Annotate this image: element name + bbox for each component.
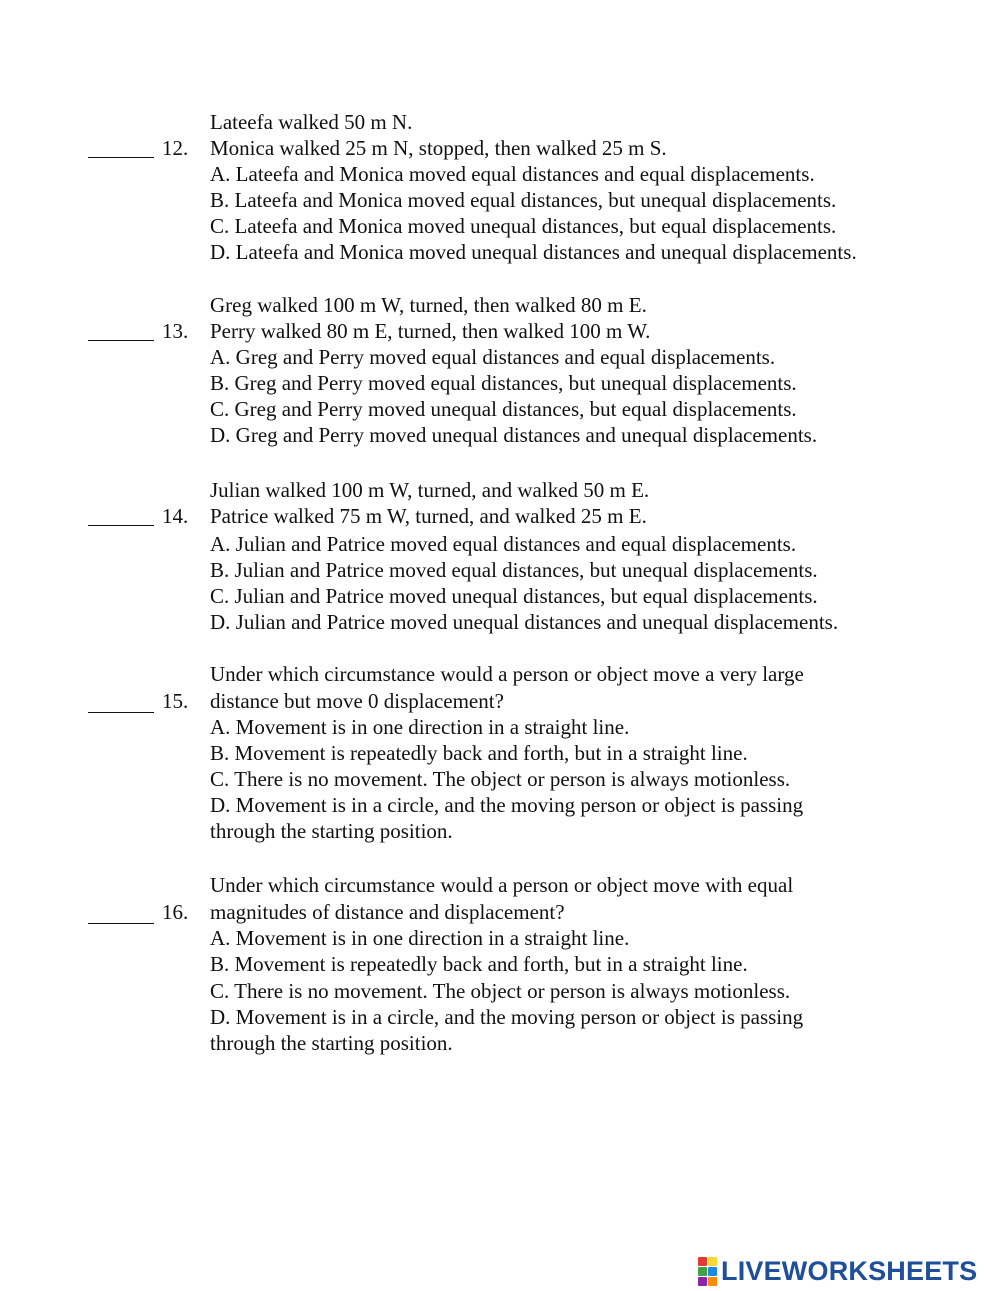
question-16-option-d: D. Movement is in a circle, and the moving person or object is passing xyxy=(210,1005,804,1029)
logo-block xyxy=(708,1277,717,1286)
question-15-line-2: distance but move 0 displacement? xyxy=(210,689,504,713)
answer-blank-13[interactable] xyxy=(88,340,154,341)
question-13-line-1: Greg walked 100 m W, turned, then walked 80 m E. xyxy=(210,293,647,317)
question-number-15: 15. xyxy=(162,689,189,713)
question-13-option-d: D. Greg and Perry moved unequal distances and unequal displacements. xyxy=(210,423,818,447)
question-14-line-2: Patrice walked 75 m W, turned, and walked 25 m E. xyxy=(210,504,647,528)
question-number-16: 16. xyxy=(162,900,189,924)
question-14-option-d: D. Julian and Patrice moved unequal distances and unequal displacements. xyxy=(210,610,839,634)
answer-blank-15[interactable] xyxy=(88,712,154,713)
question-13-option-a: A. Greg and Perry moved equal distances and equal displacements. xyxy=(210,345,776,369)
question-13-line-2: Perry walked 80 m E, turned, then walked 100 m W. xyxy=(210,319,651,343)
question-14-option-b: B. Julian and Patrice moved equal distances, but unequal displacements. xyxy=(210,558,818,582)
question-14-option-c: C. Julian and Patrice moved unequal distances, but equal displacements. xyxy=(210,584,818,608)
question-15-option-c: C. There is no movement. The object or person is always motionless. xyxy=(210,767,791,791)
question-16-option-c: C. There is no movement. The object or person is always motionless. xyxy=(210,979,791,1003)
question-15-option-d-cont: through the starting position. xyxy=(210,819,453,843)
question-12-option-d: D. Lateefa and Monica moved unequal distances and unequal displacements. xyxy=(210,240,857,264)
logo-text: LIVEWORKSHEETS xyxy=(721,1256,978,1286)
question-14-line-1: Julian walked 100 m W, turned, and walked 50 m E. xyxy=(210,478,650,502)
question-16-line-2: magnitudes of distance and displacement? xyxy=(210,900,565,924)
question-16-option-b: B. Movement is repeatedly back and forth, but in a straight line. xyxy=(210,952,748,976)
logo-block xyxy=(708,1267,717,1276)
logo-block xyxy=(698,1267,707,1276)
logo-block xyxy=(708,1257,717,1266)
question-12-option-b: B. Lateefa and Monica moved equal distances, but unequal displacements. xyxy=(210,188,837,212)
answer-blank-14[interactable] xyxy=(88,525,154,526)
question-16-line-1: Under which circumstance would a person or object move with equal xyxy=(210,873,794,897)
question-15-option-b: B. Movement is repeatedly back and forth, but in a straight line. xyxy=(210,741,748,765)
question-13-option-c: C. Greg and Perry moved unequal distances, but equal displacements. xyxy=(210,397,797,421)
question-15-option-a: A. Movement is in one direction in a straight line. xyxy=(210,715,630,739)
question-15-option-d: D. Movement is in a circle, and the moving person or object is passing xyxy=(210,793,804,817)
question-16-option-d-cont: through the starting position. xyxy=(210,1031,453,1055)
question-12-option-c: C. Lateefa and Monica moved unequal distances, but equal displacements. xyxy=(210,214,837,238)
question-number-12: 12. xyxy=(162,136,189,160)
logo-block xyxy=(698,1277,707,1286)
logo-blocks-icon xyxy=(698,1257,717,1286)
question-14-option-a: A. Julian and Patrice moved equal distances and equal displacements. xyxy=(210,532,797,556)
logo-block xyxy=(698,1257,707,1266)
question-16-option-a: A. Movement is in one direction in a straight line. xyxy=(210,926,630,950)
question-12-line-1: Lateefa walked 50 m N. xyxy=(210,110,413,134)
question-13-option-b: B. Greg and Perry moved equal distances, but unequal displacements. xyxy=(210,371,797,395)
question-number-14: 14. xyxy=(162,504,189,528)
question-12-line-2: Monica walked 25 m N, stopped, then walked 25 m S. xyxy=(210,136,667,160)
question-15-line-1: Under which circumstance would a person or object move a very large xyxy=(210,662,804,686)
liveworksheets-logo xyxy=(698,1256,977,1286)
question-12-option-a: A. Lateefa and Monica moved equal distances and equal displacements. xyxy=(210,162,815,186)
answer-blank-12[interactable] xyxy=(88,157,154,158)
question-number-13: 13. xyxy=(162,319,189,343)
answer-blank-16[interactable] xyxy=(88,923,154,924)
